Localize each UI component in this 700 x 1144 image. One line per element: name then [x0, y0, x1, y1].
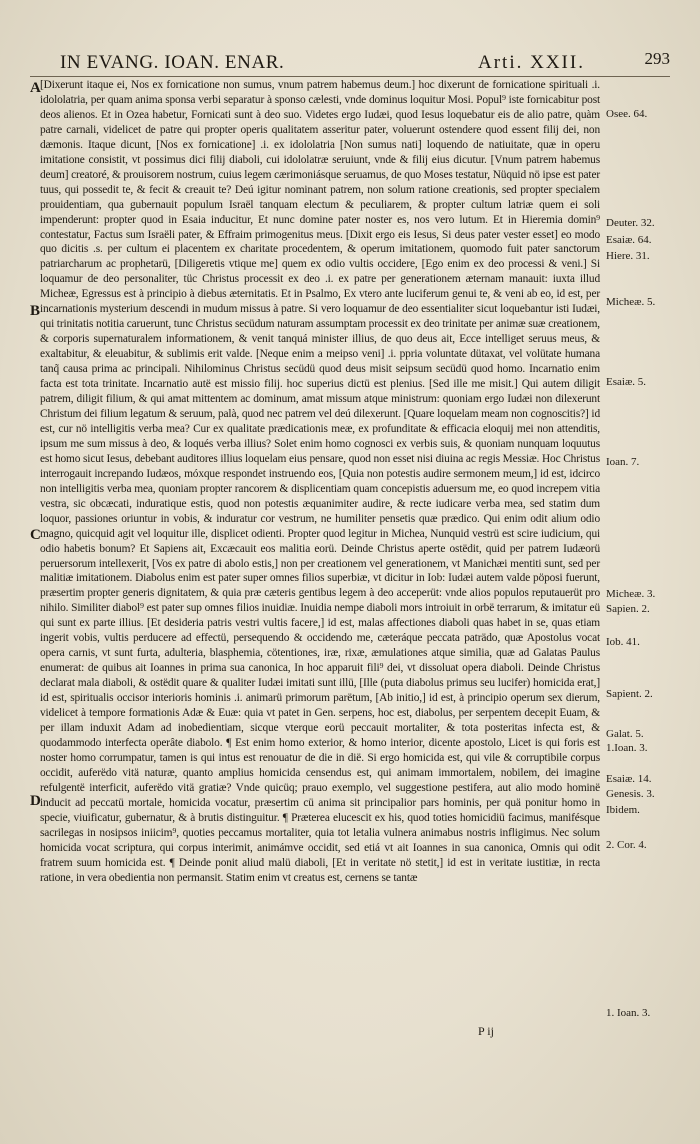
- margin-reference: Esaiæ. 5.: [606, 376, 647, 388]
- margin-reference: Hiere. 31.: [606, 250, 650, 262]
- section-letter-c: C: [30, 527, 41, 543]
- margin-reference: Iob. 41.: [606, 636, 640, 648]
- margin-reference: Ibidem.: [606, 804, 640, 816]
- margin-reference: Ioan. 7.: [606, 456, 640, 468]
- margin-reference: Deuter. 32.: [606, 217, 655, 229]
- header-rule: [30, 76, 670, 77]
- margin-reference: Micheæ. 5.: [606, 296, 656, 308]
- margin-reference: 2. Cor. 4.: [606, 839, 647, 851]
- margin-reference: 1. Ioan. 3.: [606, 1007, 651, 1019]
- margin-reference: Osee. 64.: [606, 108, 648, 120]
- margin-reference: Esaiæ. 64.: [606, 234, 652, 246]
- margin-reference: 1.Ioan. 3.: [606, 742, 648, 754]
- margin-reference: Galat. 5.: [606, 728, 644, 740]
- margin-reference: Genesis. 3.: [606, 788, 655, 800]
- page-number: 293: [644, 49, 670, 68]
- running-header: [60, 49, 670, 74]
- section-letter-d: D: [30, 793, 41, 809]
- running-title: IN EVANG. IOAN. ENAR.: [60, 52, 285, 73]
- commentary-text: [Dixerunt itaque ei, Nos ex fornicatione non sumus, vnum patrem habemus deum.] hoc dixerunt de fornicatione spirituali .i. idololatria, per quam anima sponsa verbi separatur à sponso cælesti, vnde dominus loquitur Mosi. Popul⁹ iste fornicabitur post deos alienos. Et in Ozea habetur, Fornicati sunt à deo suo. Videtes ergo Iudæi, quod Iesus loquebatur eis de alio patre, quàm patre carnali, videlicet de patre qui propter operis qualitatem asseritur pater, voluerunt ostendere quod essent filij dei, non dæmonis. Itaque dicunt, [Nos ex fornicatione] .i. ex idololatria [Non sumus nati] loquendo de natiuitate, quæ in operu imitatione consistit, vt possimus dici filij diaboli, cui idololatræ seruiunt, vnde & filij eius dicutur. [Vnum patrem habemus deum] creatoré, & prouisorem nostrum, cuius legem cærimoniásque seruamus, de quo Moses testatur, Nüquid nö ipse est pater tuus, qui possedit te, & fecit & creauit te? Deú igitur nominant patrem, non solum ratione creationis, sed propter specialem prouidentiam, qua gubernauit populum Israël tanquam electum & peculiarem, & propter cultum latriæ quem ei soli impenderunt: propter quod in Esaia inducitur, Et nunc domine pater noster es, nos vero lutum. Et in Hieremia domin⁹ contestatur, Factus sum Israëli pater, & Effraim primogenitus meus. [Dixit ergo eis Iesus, Si deus pater vester esset] eo modo quo dicitis .s. per cultum ei placentem ex charitate procedentem, & operum imitationem, quomodo fuit pater sanctorum patriarcharum ac prophetarü, [Diligeretis vtique me] quem ex odio vultis occidere, [Ego enim ex deo processi & veni.] Si loquamur de deo personaliter, tüc Christus processit ex deo .i. ex patre per generationem æternam manauit: iuxta illud Micheæ, Egressus est à principio à diebus æternitatis. Et in Psalmo, Ex vtero ante luciferum genui te, & veni ab eo, id est, per incarnationis mysterium descendi in mudum missus à patre. Si vero loquamur de deo essentialiter sicut loquebantur isti Iudæi, qui trinitatis notitia caruerunt, tunc Christus secüdum naturam assumptam processit ex deo trinitate per animæ suæ creationem, & corporis supernaturalem informationem, & venit tanquá minister illius, de quo deus ait, Ecce intelliget seruus meus, & exaltabitur, & eleuabitur, & sublimis erit valde. [Neque enim a meipso veni] .i. ppria voluntate dütaxat, vel volütate humana tanq̃ causa prima ac principali. Nihilominus Christus secüdü quod deus misit seipsum secüdü quod homo. Incarnatio enim facta est tota trinitate. Incarnatio autë est missio filij. hoc superius dictü est plenius. [Sed ille me misit.] Qui autem diligit patrem, diligit filium, & qui amat mittentem ac dominum, amat missum atque ministrum: quoniam ergo Iudæi non dilexerunt Christum dei filium legatum & seruum, palà, quod nec patrem vel deú dilexerunt. [Quare loquelam meam non cognoscitis?] id est, cur nö intelligitis verba mea? Cur ex qualitate prædicationis meæ, ex profunditate & efficacia eloquij mei non attenditis, ipsum me sum missus à deo, & loqués verba illius? Solet enim homo cognosci ex verbis suis, & quoniam nunquam loquutus est homo sicut Iesus, debebant auditores illius loquelam eius pensare, quod non esset nisi diuina ac regis Messiæ. Hoc Christus interrogauit increpando Iudæos, móxque respondet instruendo eos, [Quia non potestis audire sermonem meum,] id est, idcirco non intelligitis verba mea, quoniam propter rancorem & displicentiam quam concepistis aduersum me, eo quod increpem vitia vestra, sic obcæcati, induratique estis, quod non potestis æquanimiter audire, & recte iudicare verba mea, sed statim dum loquor, passiones oriuntur in vobis, & induratur cor vestrum, ne humiliter pensetis quæ prædico. Qui enim odit alium odio magno, quicquid agit vel loquitur ille, displicet odienti. Propter quod legitur in Michea, Nunquid vestrü est scire iudicium, qui odio habetis bonum? Et Sapiens ait, Excæcauit eos malitia eorü. Deinde Christus aperte ostëdit, quid per patrem Iudæorü peruersorum intellexerit, [Vos ex patre di abolo estis,] non per creationem vel generationem, vt Manichæi mentiti sunt, sed per malitiæ imitationem. Diabolus enim est pater super omnes filios superbiæ, vt dicitur in Iob: Iudæi autem valde pöposi fuerunt, præsertim propter generis dignitatem, & quia præ cæteris gentibus legem à deo acceperüt: vnde alios populos reputauerüt pro nihilo. Similiter diabol⁹ est pater sup omnes filios inuidiæ. Inuidia nempe diaboli mors introiuit in orbë terrarum, & imitatur eü qui sunt ex parte illius. [Et desideria patris vestri vultis facere,] id est, malas affectiones diaboli quas habet in se, quas etiam ingerit vobis, vultis perducere ad effectü, persequendo & occidendo me, cæteráque peccata paträdo, quæ Apostolus vocat opera carnis, vt sunt furta, adulteria, blasphemia, cötentiones, iræ, rixæ, æmulationes atque similia, quæ ad Galatas Paulus enumerat: de quibus ait Ioannes in prima sua canonica, In hoc apparuit fili⁹ dei, vt dissoluat opera diaboli. Deinde Christus declarat mala diaboli, & ostëdit quare & qualiter Iudæi imitati sunt illü, [Ille (puta diabolus primus seu lucifer) homicida erat,] id est, spiritualis occisor interioris hominis .i. animarü primorum parëtum, [Ab initio,] id est, à principio operum sex dierum, videlicet à tempore formationis Adæ & Euæ: quia vt patet in Gen. serpens, hoc est, diabolus, per serpentem decepit Euam, & per illam induxit Adam ad inobedientiam, sicque vterque eorü peccauit mortaliter, & tota posteritas infecta est, & quodammodo interfecta operâte diabolo. ¶ Est enim homo exterior, & homo interior, dicente apostolo, Licet is qui foris est noster homo corrumpatur, tamen is qui intus est renouatur de die in dië. Si ergo homicida est, qui vile & corruptibile corpus occidit, auferëdo vitä naturæ, quanto amplius homicida censendus est, qui animam immortalem, nobilem, dei imagine refulgentë interficit, auferëdo vitä gratiæ? Vnde quicüq; prauo exemplo, vel suggestione pestifera, aut alio modo hominë inducit ad peccatü mortale, homicida vocatur, præsertim cü anima sit principalior pars hominis, per quä ponitur homo in specie, viuificatur, gubernatur, & à brutis distinguitur. ¶ Præterea elucescit ex his, quod toties homicidiü facimus, manifésque sacrilegas in nosipsos iniicim⁹, quoties peccamus mortaliter, quia tot letalia vulnera animabus nostris infligimus. Nec solum homicida vocat scriptura, qui corpus interimit, animámve occidit, sed etiá vt ait Ioannes in sua canonica, Omnis qui odit fratrem suum homicida est. ¶ Deinde ponit aliud malü diaboli, [Et in veritate nö stetit,] id est in veritate iustitiæ, in recta ratione, in vera obedientia non permansit. Statim enim vt creatus est, cernens se tantæ: [40, 79, 600, 884]
- margin-reference: Sapient. 2.: [606, 688, 653, 700]
- margin-reference: Micheæ. 3.: [606, 588, 656, 600]
- margin-reference: Esaiæ. 14.: [606, 773, 652, 785]
- section-letter-b: B: [30, 303, 41, 319]
- section-letter-a: A: [30, 80, 41, 96]
- chapter-label: Arti. XXII.: [478, 52, 585, 73]
- margin-reference: Sapien. 2.: [606, 603, 650, 615]
- signature-mark: P ij: [478, 1024, 494, 1038]
